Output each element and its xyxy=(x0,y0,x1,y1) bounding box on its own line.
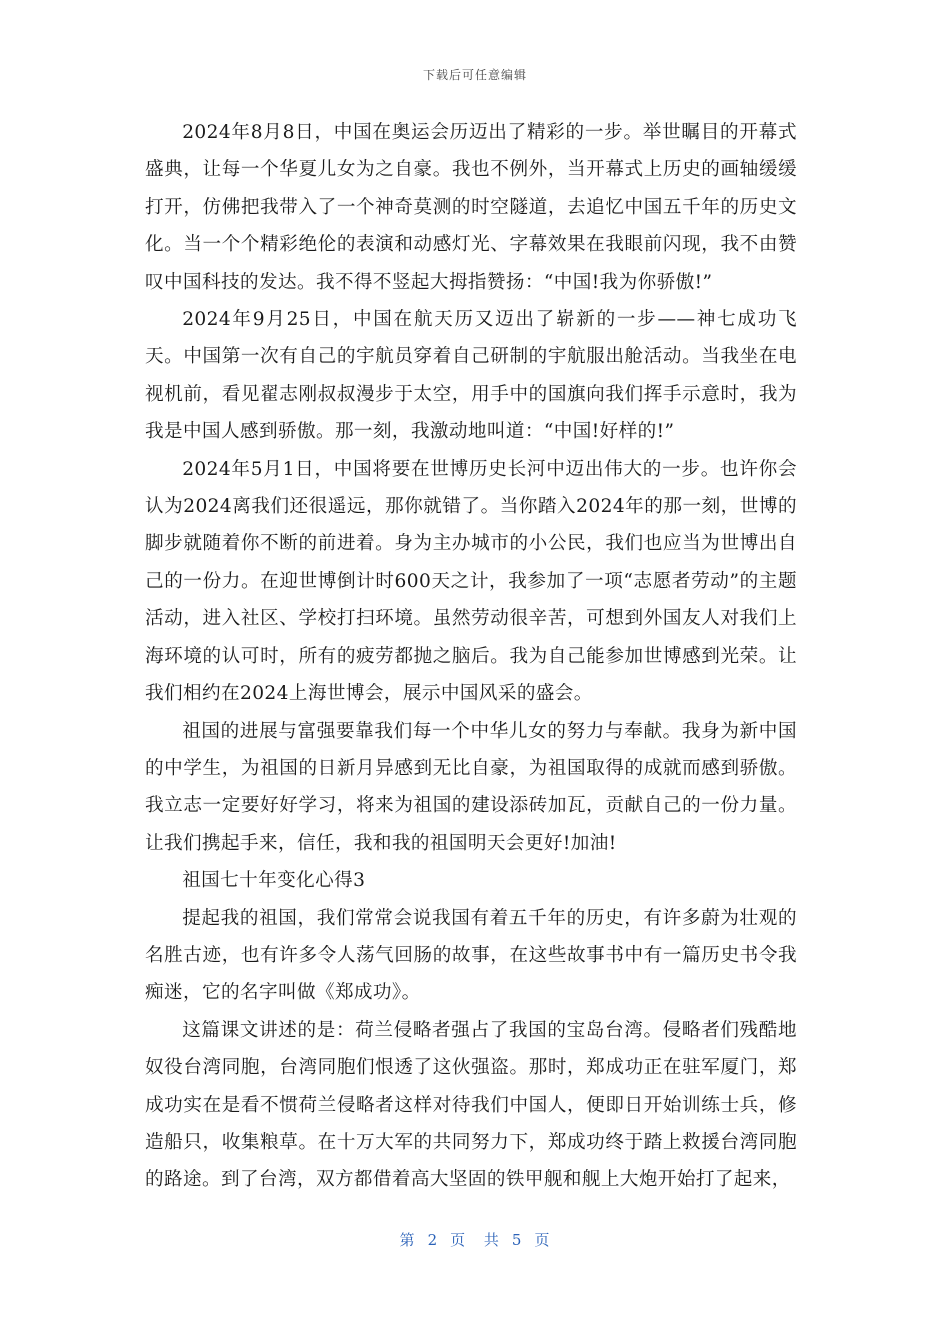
paragraph: 祖国的进展与富强要靠我们每一个中华儿女的努力与奉献。我身为新中国的中学生，为祖国的日新月异感到无比自豪，为祖国取得的成就而感到骄傲。我立志一定要好好学习，将来为祖国的建设添砖加瓦，贡献自己的一份力量。让我们携起手来，信任，我和我的祖国明天会更好!加油! xyxy=(145,720,797,854)
paragraph: 2024年8月8日，中国在奥运会历迈出了精彩的一步。举世瞩目的开幕式盛典，让每一个华夏儿女为之自豪。我也不例外，当开幕式上历史的画轴缓缓打开，仿佛把我带入了一个神奇莫测的时空隧道，去追忆中国五千年的历史文化。当一个个精彩绝伦的表演和动感灯光、字幕效果在我眼前闪现，我不由赞叹中国科技的发达。我不得不竖起大拇指赞扬：“中国!我为你骄傲!” xyxy=(145,122,797,293)
page-number: 2 xyxy=(427,1231,439,1249)
document-body xyxy=(145,114,797,1199)
paragraph: 2024年5月1日，中国将要在世博历史长河中迈出伟大的一步。也许你会认为2024离我们还很遥远，那你就错了。当你踏入2024年的那一刻，世博的脚步就随着你不断的前进着。身为主办城市的小公民，我们也应当为世博出自己的一份力。在迎世博倒计时600天之计，我参加了一项“志愿者劳动”的主题活动，进入社区、学校打扫环境。虽然劳动很辛苦，可想到外国友人对我们上海环境的认可时，所有的疲劳都抛之脑后。我为自己能参加世博感到光荣。让我们相约在2024上海世博会，展示中国风采的盛会。 xyxy=(145,458,797,705)
header-note: 下载后可任意编辑 xyxy=(422,68,527,82)
page-footer xyxy=(0,1229,950,1250)
footer-suffix: 页 xyxy=(534,1231,551,1249)
paragraph: 2024年9月25日，中国在航天历又迈出了崭新的一步——神七成功飞天。中国第一次有自己的宇航员穿着自己研制的宇航服出舱活动。当我坐在电视机前，看见翟志刚叔叔漫步于太空，用手中的国旗向我们挥手示意时，我为我是中国人感到骄傲。那一刻，我激动地叫道：“中国!好样的!” xyxy=(145,309,797,443)
footer-middle: 页 共 xyxy=(450,1231,500,1249)
page-total: 5 xyxy=(511,1231,523,1249)
paragraph: 提起我的祖国，我们常常会说我国有着五千年的历史，有许多蔚为壮观的名胜古迹，也有许多令人荡气回肠的故事，在这些故事书中有一篇历史书令我痴迷，它的名字叫做《郑成功》。 xyxy=(145,907,797,1004)
paragraph: 这篇课文讲述的是：荷兰侵略者强占了我国的宝岛台湾。侵略者们残酷地奴役台湾同胞，台湾同胞们恨透了这伙强盗。那时，郑成功正在驻军厦门，郑成功实在是看不惯荷兰侵略者这样对待我们中国人，便即日开始训练士兵，修造船只，收集粮草。在十万大军的共同努力下，郑成功终于踏上救援台湾同胞的路途。到了台湾，双方都借着高大坚固的铁甲舰和舰上大炮开始打了起来， xyxy=(145,1019,797,1191)
footer-prefix: 第 xyxy=(399,1231,416,1249)
section-heading: 祖国七十年变化心得3 xyxy=(182,870,366,892)
